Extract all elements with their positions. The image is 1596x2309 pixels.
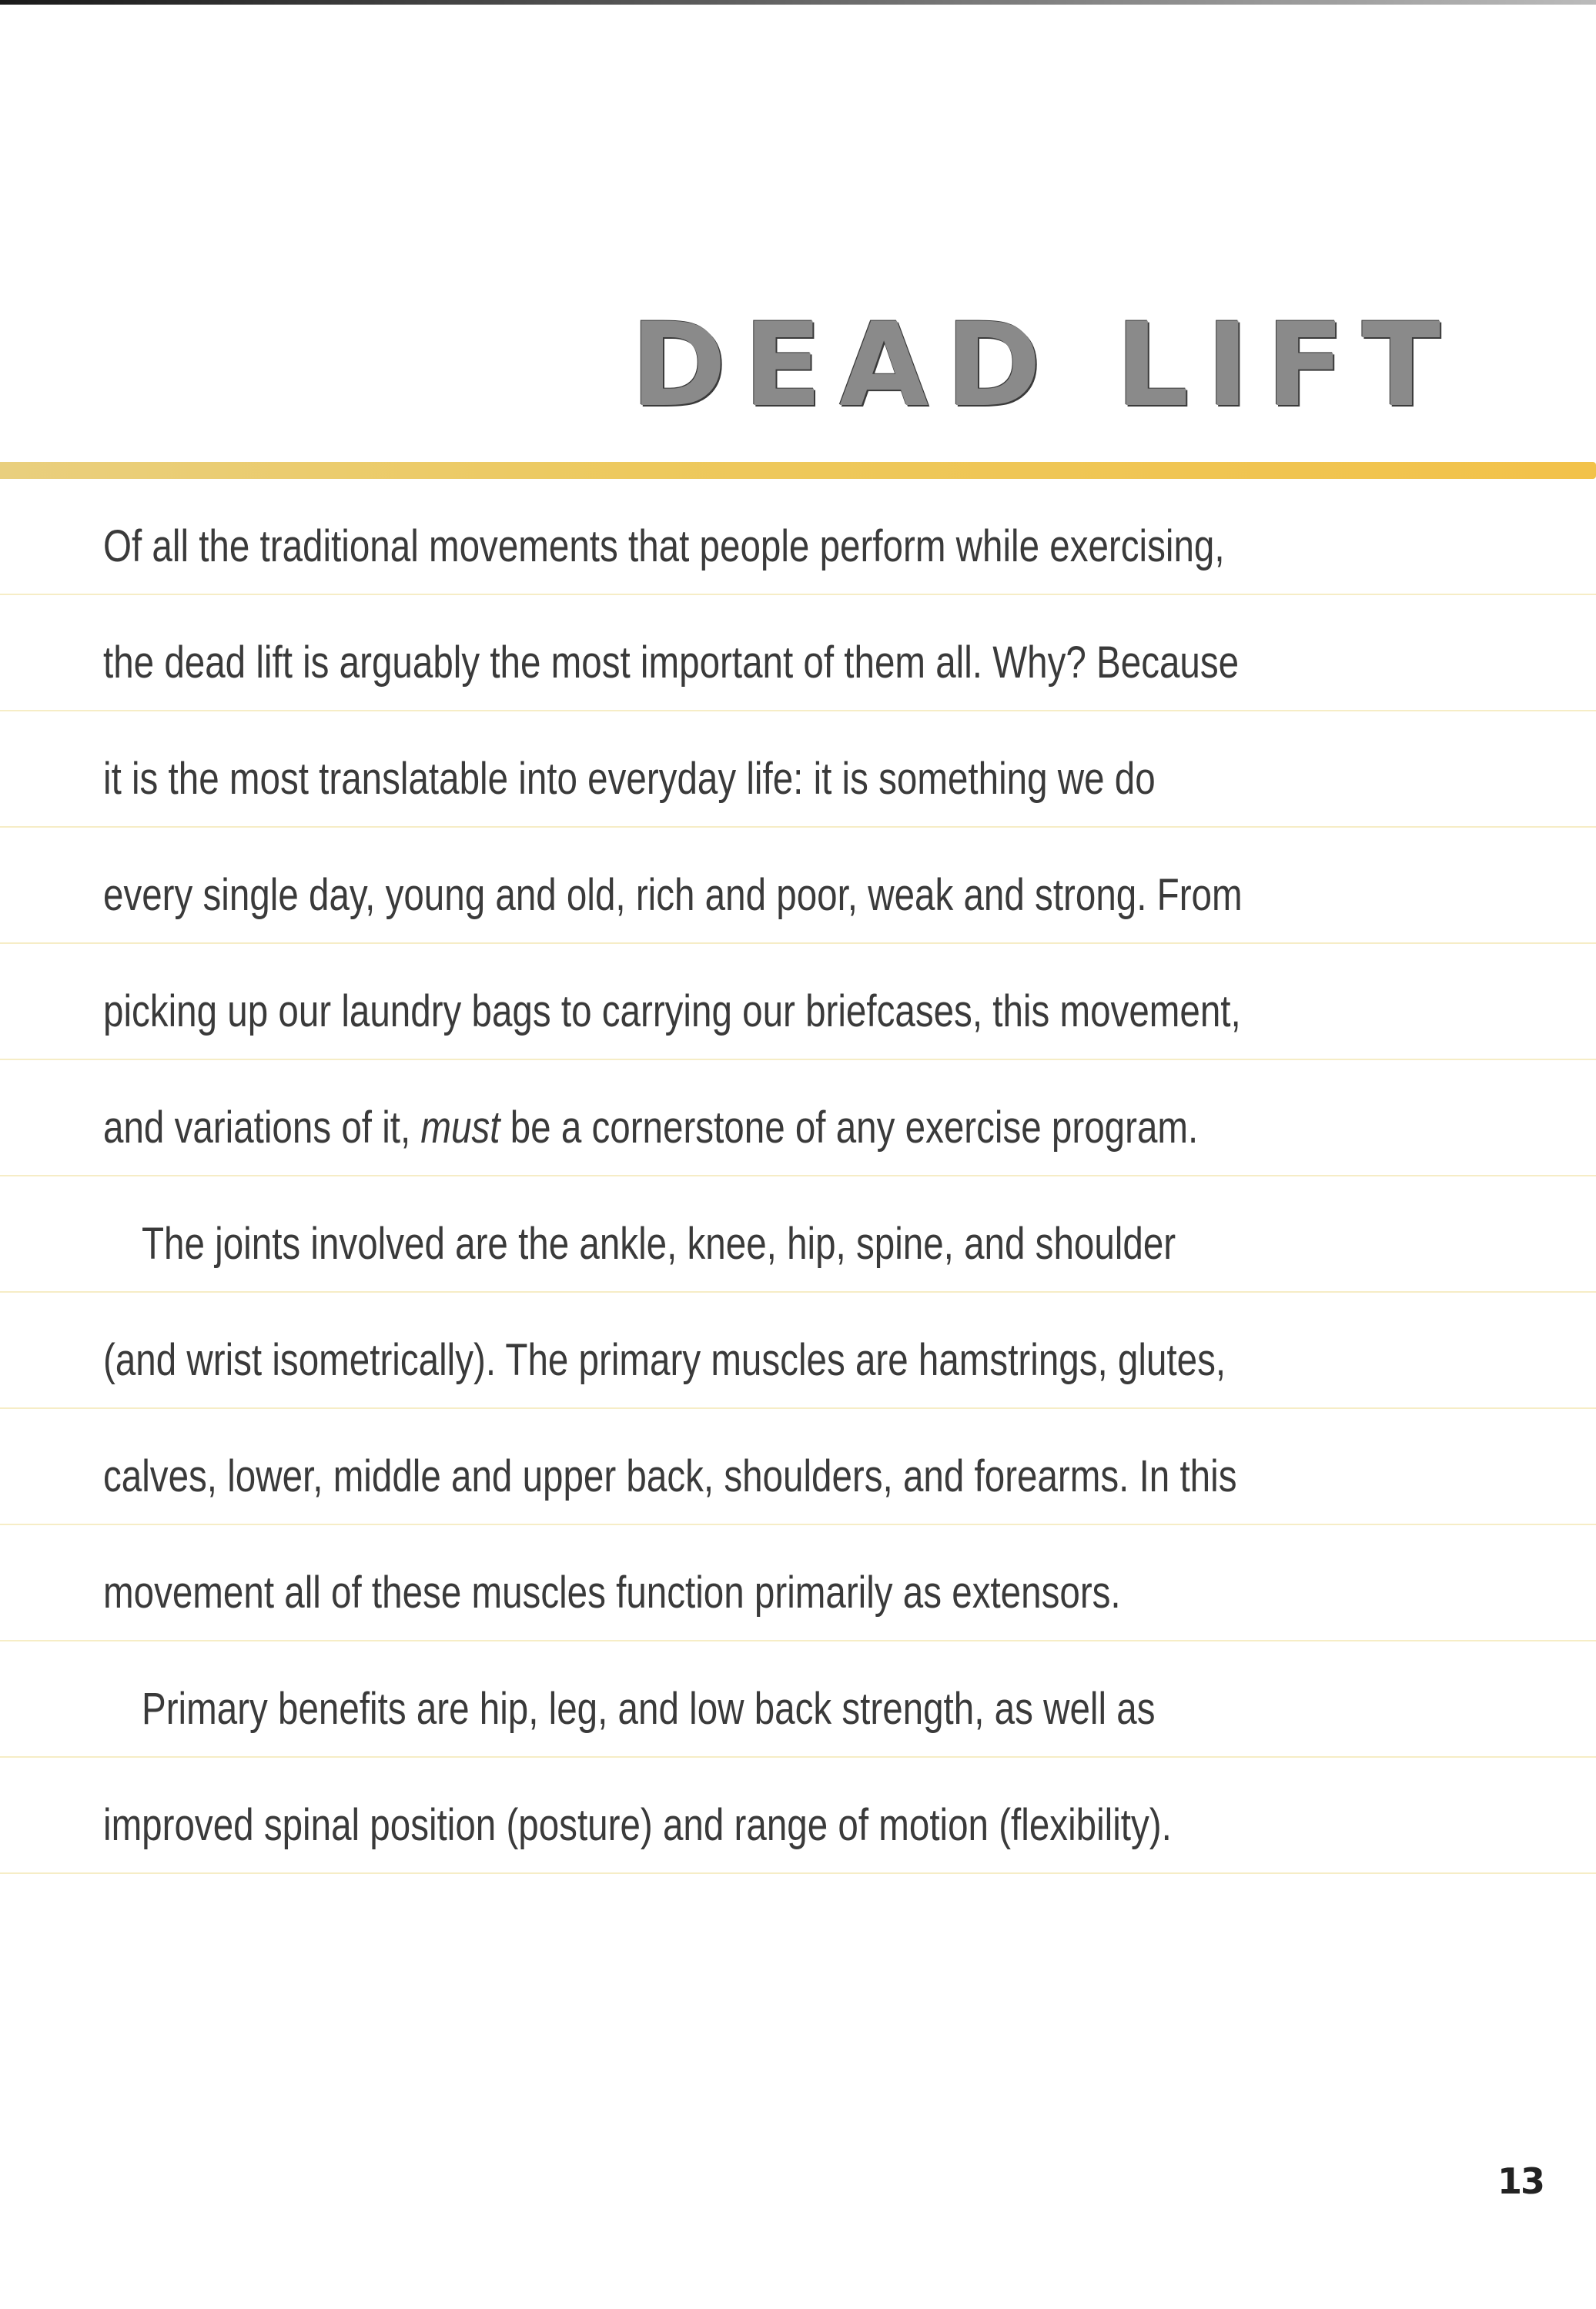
text-line xyxy=(0,1641,1596,1758)
text-line xyxy=(0,944,1596,1060)
page-top-edge xyxy=(0,0,1596,5)
line-text: picking up our laundry bags to carrying our briefcases, this movement, xyxy=(103,986,1241,1036)
text-line xyxy=(0,1060,1596,1176)
line-part: and variations of it, xyxy=(103,1103,411,1153)
line-text-mixed xyxy=(103,1102,1198,1153)
text-line xyxy=(0,711,1596,828)
line-text: calves, lower, middle and upper back, shoulders, and forearms. In this xyxy=(103,1451,1237,1501)
line-text: (and wrist isometrically). The primary muscles are hamstrings, glutes, xyxy=(103,1335,1226,1385)
text-line xyxy=(0,1176,1596,1293)
line-text: improved spinal position (posture) and range of motion (flexibility). xyxy=(103,1800,1172,1850)
text-line xyxy=(0,828,1596,944)
title-text: DEAD LIFT xyxy=(631,299,1457,433)
text-line xyxy=(0,1758,1596,1874)
line-text: it is the most translatable into everyday life: it is something we do xyxy=(103,754,1156,804)
line-text: movement all of these muscles function primarily as extensors. xyxy=(103,1568,1121,1618)
accent-bar xyxy=(0,462,1596,479)
text-line xyxy=(0,595,1596,711)
line-part: be a cornerstone of any exercise program. xyxy=(510,1103,1199,1153)
body-text xyxy=(0,479,1596,1874)
text-line xyxy=(0,1409,1596,1525)
line-text: Primary benefits are hip, leg, and low back strength, as well as xyxy=(142,1684,1156,1734)
text-line xyxy=(0,1293,1596,1409)
emphasis-word: must xyxy=(420,1103,500,1153)
line-text: Of all the traditional movements that people perform while exercising, xyxy=(103,521,1225,571)
line-text: The joints involved are the ankle, knee, hip, spine, and shoulder xyxy=(142,1219,1176,1269)
line-text: every single day, young and old, rich and poor, weak and strong. From xyxy=(103,870,1243,920)
text-line xyxy=(0,479,1596,595)
text-line xyxy=(0,1525,1596,1641)
page-number: 13 xyxy=(1497,2160,1544,2202)
page-title xyxy=(631,299,1457,433)
line-text: the dead lift is arguably the most important of them all. Why? Because xyxy=(103,637,1240,688)
